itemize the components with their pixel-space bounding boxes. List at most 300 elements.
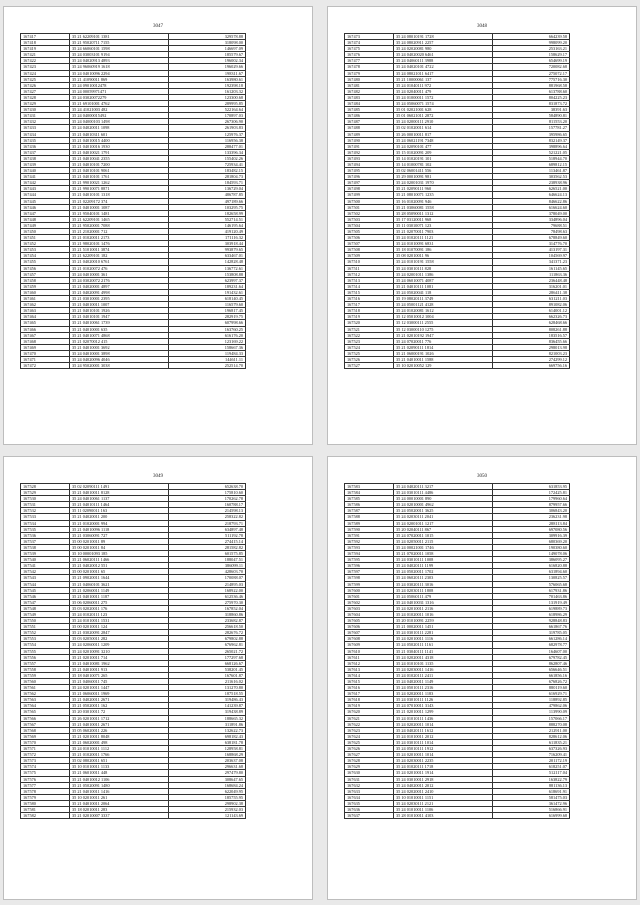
record-id-cell: 167609 [345,642,394,648]
code-cell: 35 24 07010011 3143 [394,703,493,709]
table-row [345,813,570,819]
record-id-cell: 167432 [21,119,70,125]
amount-cell: 265021.72 [169,648,246,654]
page-3047 [3,6,313,445]
code-cell: 35 02 02090111 1491 [70,484,169,490]
record-id-cell: 167449 [21,222,70,228]
record-id-cell: 167419 [21,46,70,52]
amount-cell: 316201.01 [493,283,570,289]
code-cell: 35 21 62209101 1465 [70,216,169,222]
record-id-cell: 167575 [21,770,70,776]
amount-cell: 552714.51 [169,216,246,222]
record-id-cell: 167519 [345,314,394,320]
code-cell: 35 26 00010011 817 [394,131,493,137]
code-cell: 35 24 06021191 7348 [394,137,493,143]
amount-cell: 309916.39 [493,532,570,538]
amount-cell: 522164.64 [169,107,246,113]
record-id-cell: 167498 [345,186,394,192]
code-cell: 35 21 95020001 7088 [70,222,169,228]
record-id-cell: 167471 [21,356,70,362]
code-cell: 35 21 00020011 1451 [394,624,493,630]
record-id-cell: 167508 [345,247,394,253]
record-id-cell: 167634 [345,794,394,800]
amount-cell: 146697.09 [169,46,246,52]
record-id-cell: 167485 [345,107,394,113]
record-id-cell: 167439 [21,161,70,167]
code-cell: 35 24 03003101 9194 [70,52,169,58]
code-cell: 35 24 01010091 6831 [394,241,493,247]
code-cell: 35 21 04010096 1118 [70,526,169,532]
amount-cell: 329578.88 [169,34,246,40]
record-id-cell: 167608 [345,636,394,642]
amount-cell: 218793.71 [169,520,246,526]
code-cell: 35 24 03010111 2281 [394,630,493,636]
amount-cell: 146195.64 [169,222,246,228]
amount-cell: 701463.86 [493,593,570,599]
code-cell: 35 24 02001031 1970 [394,180,493,186]
code-cell: 35 21 04010101 1947 [70,314,169,320]
code-cell: 35 02 01020011 614 [394,125,493,131]
record-id-cell: 167444 [21,192,70,198]
code-cell: 35 21 03020091 2847 [70,630,169,636]
amount-cell: 341371.23 [493,259,570,265]
code-cell: 35 21 02010007 3337 [70,813,169,819]
amount-cell: 386095.27 [493,557,570,563]
record-id-cell: 167453 [21,247,70,253]
amount-cell: 479862.06 [493,703,570,709]
amount-cell: 638181.78 [169,739,246,745]
amount-cell: 201172.19 [493,758,570,764]
code-cell: 35 21 04010101 1318 [70,192,169,198]
code-cell: 35 24 02030111 2041 [394,514,493,520]
code-cell: 35 24 05020111 1161 [394,642,493,648]
code-cell: 35 24 06020111 2303 [394,575,493,581]
code-cell: 35 21 04020001 4897 [70,283,169,289]
code-cell: 35 24 02010011 2116 [394,605,493,611]
amount-cell: 398896.64 [493,143,570,149]
amount-cell: 486787.85 [169,192,246,198]
code-cell: 35 21 07020011 1058 [394,551,493,557]
code-cell: 35 24 05020011 3625 [394,508,493,514]
amount-cell: 163980.61 [169,76,246,82]
amount-cell: 888270.08 [493,721,570,727]
code-cell: 35 24 02050011 2115 [394,538,493,544]
record-id-cell: 167486 [345,113,394,119]
code-cell: 35 21 69101001 4762 [70,101,169,107]
code-cell: 35 21 06000191 1026 [394,350,493,356]
amount-cell: 212911.00 [493,727,570,733]
code-cell: 35 24 04000103 1498 [70,119,169,125]
amount-cell: 175810.60 [169,490,246,496]
code-cell: 35 24 01010111 1436 [394,715,493,721]
code-cell: 35 24 05010111 1912 [394,746,493,752]
amount-cell: 318860.86 [169,611,246,617]
code-cell: 35 24 01020111 1718 [394,764,493,770]
record-id-cell: 167539 [21,551,70,557]
amount-cell: 182658.99 [169,210,246,216]
code-cell: 35 28 01010011 4103 [394,813,493,819]
record-id-cell: 167601 [345,593,394,599]
record-id-cell: 167484 [345,101,394,107]
amount-cell: 928848.83 [493,618,570,624]
record-id-cell: 167497 [345,180,394,186]
code-cell: 35 21 04020010 6761 [70,259,169,265]
record-id-cell: 167586 [345,502,394,508]
record-id-cell: 167472 [21,363,70,369]
amount-cell: 275970.30 [169,599,246,605]
record-id-cell: 167425 [21,76,70,82]
amount-cell: 808261.88 [493,326,570,332]
code-cell: 35 21 05020011 162 [70,703,169,709]
record-id-cell: 167488 [345,125,394,131]
code-cell: 35 11 02090011 163 [70,508,169,514]
code-cell: 35 15 01020091 209 [394,149,493,155]
code-cell: 35 24 04010001 3898 [70,350,169,356]
record-id-cell: 167611 [345,654,394,660]
code-cell: 35 21 03060081 1558 [394,204,493,210]
code-cell: 35 24 01020011 1016 [394,611,493,617]
code-cell: 35 10 02010052 129 [394,363,493,369]
amount-cell: 303918.44 [169,241,246,247]
code-cell: 35 28 05090011 1312 [394,210,493,216]
record-id-cell: 167599 [345,581,394,587]
amount-cell: 661856.16 [493,672,570,678]
record-id-cell: 167516 [345,296,394,302]
record-id-cell: 167535 [21,526,70,532]
amount-cell: 185755.95 [169,794,246,800]
code-cell: 35 21 95020711 7155 [70,40,169,46]
record-id-cell: 167499 [345,192,394,198]
code-cell: 35 21 95040101 1481 [70,210,169,216]
amount-cell: 308647.65 [169,776,246,782]
code-cell: 35 20 02040111 867 [394,526,493,532]
record-id-cell: 167607 [345,630,394,636]
amount-cell: 676826.72 [493,679,570,685]
amount-cell: 161145.65 [493,265,570,271]
record-id-cell: 167451 [21,235,70,241]
amount-cell: 267306.90 [169,119,246,125]
record-id-cell: 167426 [21,82,70,88]
code-cell: 35 26 02010011 1712 [70,715,169,721]
code-cell: 35 03 02050011 282 [70,636,169,642]
code-cell: 35 24 02010011 1914 [394,770,493,776]
amount-cell: 286411.38 [493,289,570,295]
amount-cell: 187518.55 [169,691,246,697]
record-id-cell: 167540 [21,557,70,563]
amount-cell: 633467.01 [169,253,246,259]
code-cell: 35 24 04020011 2012 [394,782,493,788]
amount-cell: 616624.60 [493,204,570,210]
record-id-cell: 167447 [21,210,70,216]
record-id-cell: 167637 [345,813,394,819]
code-cell: 35 21 03060091 727 [70,532,169,538]
amount-cell: 511192.78 [169,532,246,538]
code-cell: 35 24 02010001 4962 [394,502,493,508]
record-id-cell: 167557 [21,660,70,666]
amount-cell: 261903.83 [169,125,246,131]
code-cell: 35 21 08010071 1235 [394,192,493,198]
amount-cell: 584890.81 [493,113,570,119]
record-id-cell: 167510 [345,259,394,265]
amount-cell: 720082.68 [493,64,570,70]
amount-cell: 238938.96 [493,180,570,186]
record-id-cell: 167625 [345,739,394,745]
code-cell: 35 00 02010011 124 [70,624,169,630]
record-id-cell: 167478 [345,64,394,70]
code-cell: 35 24 04020111 1199 [394,563,493,569]
amount-cell: 297479.80 [169,770,246,776]
record-id-cell: 167558 [21,666,70,672]
amount-cell: 281582.82 [169,544,246,550]
amount-cell: 288113.84 [493,520,570,526]
code-cell: 35 21 06020001 498 [70,739,169,745]
record-id-cell: 167474 [345,40,394,46]
amount-cell: 160788.17 [169,502,246,508]
amount-cell: 289995.85 [169,101,246,107]
record-id-cell: 167536 [21,532,70,538]
record-id-cell: 167440 [21,168,70,174]
amount-cell: 116956.38 [169,137,246,143]
amount-cell: 214895.03 [169,581,246,587]
record-id-cell: 167443 [21,186,70,192]
record-id-cell: 167422 [21,58,70,64]
amount-cell: 306843.20 [493,508,570,514]
amount-cell: 274415.14 [169,538,246,544]
code-cell: 35 02 06001411 556 [394,168,493,174]
record-id-cell: 167455 [21,259,70,265]
record-id-cell: 167492 [345,149,394,155]
amount-cell: 334896.04 [493,216,570,222]
record-id-cell: 167555 [21,648,70,654]
record-id-cell: 167524 [345,344,394,350]
code-cell: 35 21 04010011 8128 [70,490,169,496]
record-id-cell: 167487 [345,119,394,125]
amount-cell: 662326.73 [493,314,570,320]
code-cell: 35 01 02021001 628 [394,107,493,113]
code-cell: 35 24 07020011 776 [394,338,493,344]
amount-cell: 179960.64 [493,496,570,502]
record-id-cell: 167622 [345,721,394,727]
amount-cell: 116579.60 [169,302,246,308]
amount-cell: 184593.71 [169,180,246,186]
record-id-cell: 167545 [21,587,70,593]
code-cell: 35 24 01040111 972 [394,82,493,88]
amount-cell: 170088.07 [169,575,246,581]
amount-cell: 78498.63 [493,229,570,235]
record-id-cell: 167603 [345,605,394,611]
code-cell: 35 06 02060011 275 [70,599,169,605]
record-id-cell: 167525 [345,350,394,356]
code-cell: 35 12 05010012 1004 [394,314,493,320]
record-id-cell: 167629 [345,764,394,770]
amount-cell: 298013.98 [493,344,570,350]
record-id-cell: 167531 [21,502,70,508]
amount-cell: 521221.05 [493,149,570,155]
record-id-cell: 167546 [21,593,70,599]
code-cell: 35 21 01020072 476 [70,265,169,271]
record-id-cell: 167493 [345,155,394,161]
amount-cell: 880119.60 [493,685,570,691]
record-id-cell: 167494 [345,161,394,167]
record-id-cell: 167598 [345,575,394,581]
amount-cell: 512117.04 [493,770,570,776]
table-row [345,363,570,369]
code-cell: 35 24 03010111 1008 [394,557,493,563]
amount-cell: 185579.67 [169,52,246,58]
amount-cell: 378049.00 [493,210,570,216]
record-id-cell: 167590 [345,526,394,532]
code-cell: 35 21 03010001 2395 [70,296,169,302]
code-cell: 35 10 01010011 1151 [394,794,493,800]
amount-cell: 646624.13 [493,192,570,198]
amount-cell: 661867.76 [493,624,570,630]
code-cell: 35 10 00001093 185 [70,551,169,557]
record-id-cell: 167627 [345,752,394,758]
record-id-cell: 167596 [345,563,394,569]
amount-cell: 183482.15 [169,168,246,174]
code-cell: 35 21 04010101 7200 [70,161,169,167]
amount-cell: 157781.27 [493,125,570,131]
amount-cell: 136729.04 [169,186,246,192]
record-id-cell: 167522 [345,332,394,338]
code-cell: 35 21 01020011 1766 [70,752,169,758]
record-id-cell: 167571 [21,746,70,752]
code-cell: 35 21 04020011 2671 [70,697,169,703]
record-id-cell: 167620 [345,709,394,715]
record-id-cell: 167569 [21,733,70,739]
record-id-cell: 167504 [345,222,394,228]
amount-cell: 318098.00 [169,40,246,46]
record-table [344,483,570,819]
code-cell: 35 03 02020011 176 [70,605,169,611]
code-cell: 35 21 02070012 415 [70,338,169,344]
record-id-cell: 167559 [21,672,70,678]
amount-cell: 161203.32 [169,88,246,94]
record-id-cell: 167511 [345,265,394,271]
code-cell: 35 24 04020101 4722 [394,64,493,70]
record-id-cell: 167502 [345,210,394,216]
amount-cell: 497189.66 [169,198,246,204]
record-id-cell: 167585 [345,496,394,502]
amount-cell: 168922.00 [169,587,246,593]
record-id-cell: 167430 [21,107,70,113]
amount-cell: 168868.29 [169,752,246,758]
record-id-cell: 167541 [21,563,70,569]
amount-cell: 188665.32 [169,715,246,721]
code-cell: 35 11 03010071 123 [394,222,493,228]
record-id-cell: 167509 [345,253,394,259]
amount-cell: 618251.07 [493,764,570,770]
code-cell: 35 21 06010011 448 [70,770,169,776]
record-id-cell: 167526 [345,356,394,362]
amount-cell: 256618.50 [169,624,246,630]
code-cell: 35 20 01010091 2259 [394,618,493,624]
amount-cell: 678849.60 [493,235,570,241]
amount-cell: 168684.24 [169,782,246,788]
code-cell: 35 21 04010101 1926 [70,308,169,314]
record-id-cell: 167437 [21,149,70,155]
record-id-cell: 167566 [21,715,70,721]
amount-cell: 274299.12 [493,356,570,362]
record-id-cell: 167446 [21,204,70,210]
code-cell: 35 00 02010011 89 [70,538,169,544]
amount-cell: 198311.67 [169,70,246,76]
record-id-cell: 167573 [21,758,70,764]
record-id-cell: 167438 [21,155,70,161]
code-cell: 35 24 95020001 3038 [70,363,169,369]
code-cell: 35 21 02010011 8048 [70,733,169,739]
amount-cell: 607998.66 [169,320,246,326]
record-id-cell: 167457 [21,271,70,277]
amount-cell: 236448.48 [493,277,570,283]
code-cell: 35 24 00059971471 [70,88,169,94]
amount-cell: 652638.70 [169,484,246,490]
record-id-cell: 167461 [21,296,70,302]
code-cell: 35 21 51010011 3874 [70,247,169,253]
amount-cell: 637326.93 [493,746,570,752]
record-id-cell: 167469 [21,344,70,350]
record-id-cell: 167615 [345,679,394,685]
record-id-cell: 167583 [345,484,394,490]
amount-cell: 616929.71 [493,691,570,697]
amount-cell: 676962.81 [169,642,246,648]
amount-cell: 123300.68 [169,94,246,100]
code-cell: 35 24 02010011 1447 [70,685,169,691]
amount-cell: 613788.60 [493,88,570,94]
record-id-cell: 167542 [21,569,70,575]
record-id-cell: 167533 [21,514,70,520]
code-cell: 35 24 03020111 3016 [394,581,493,587]
record-id-cell: 167452 [21,241,70,247]
amount-cell: 252514.70 [169,363,246,369]
record-id-cell: 167521 [345,326,394,332]
record-id-cell: 167565 [21,709,70,715]
record-id-cell: 167424 [21,70,70,76]
record-id-cell: 167529 [21,490,70,496]
amount-cell: 183516.57 [493,332,570,338]
record-id-cell: 167464 [21,314,70,320]
code-cell: 35 21 04010101 1761 [70,174,169,180]
code-cell: 35 21 04010081 1962 [70,660,169,666]
amount-cell: 125976.37 [169,131,246,137]
amount-cell: 298902.38 [169,800,246,806]
amount-cell: 891082.06 [493,302,570,308]
amount-cell: 282676.72 [169,630,246,636]
record-id-cell: 167417 [21,34,70,40]
record-id-cell: 167538 [21,544,70,550]
amount-cell: 141239.87 [169,703,246,709]
record-id-cell: 167593 [345,544,394,550]
code-cell: 35 24 02020011 1183 [394,691,493,697]
record-id-cell: 167477 [345,58,394,64]
record-id-cell: 167436 [21,143,70,149]
code-cell: 35 21 04010111 1464 [70,502,169,508]
amount-cell: 196817.45 [169,308,246,314]
amount-cell: 190380.60 [493,544,570,550]
code-cell: 35 21 04020012 551 [70,563,169,569]
record-id-cell: 167572 [21,752,70,758]
code-cell: 35 24 05010111 2316 [394,685,493,691]
record-id-cell: 167491 [345,143,394,149]
code-cell: 35 24 02090101 477 [394,143,493,149]
record-id-cell: 167574 [21,764,70,770]
code-cell: 35 21 04010011 1416 [70,788,169,794]
record-id-cell: 167466 [21,326,70,332]
record-id-cell: 167450 [21,229,70,235]
code-cell: 35 24 08020911 2257 [394,40,493,46]
amount-cell: 618140.45 [169,296,246,302]
code-cell: 35 24 01020111 123 [70,611,169,617]
